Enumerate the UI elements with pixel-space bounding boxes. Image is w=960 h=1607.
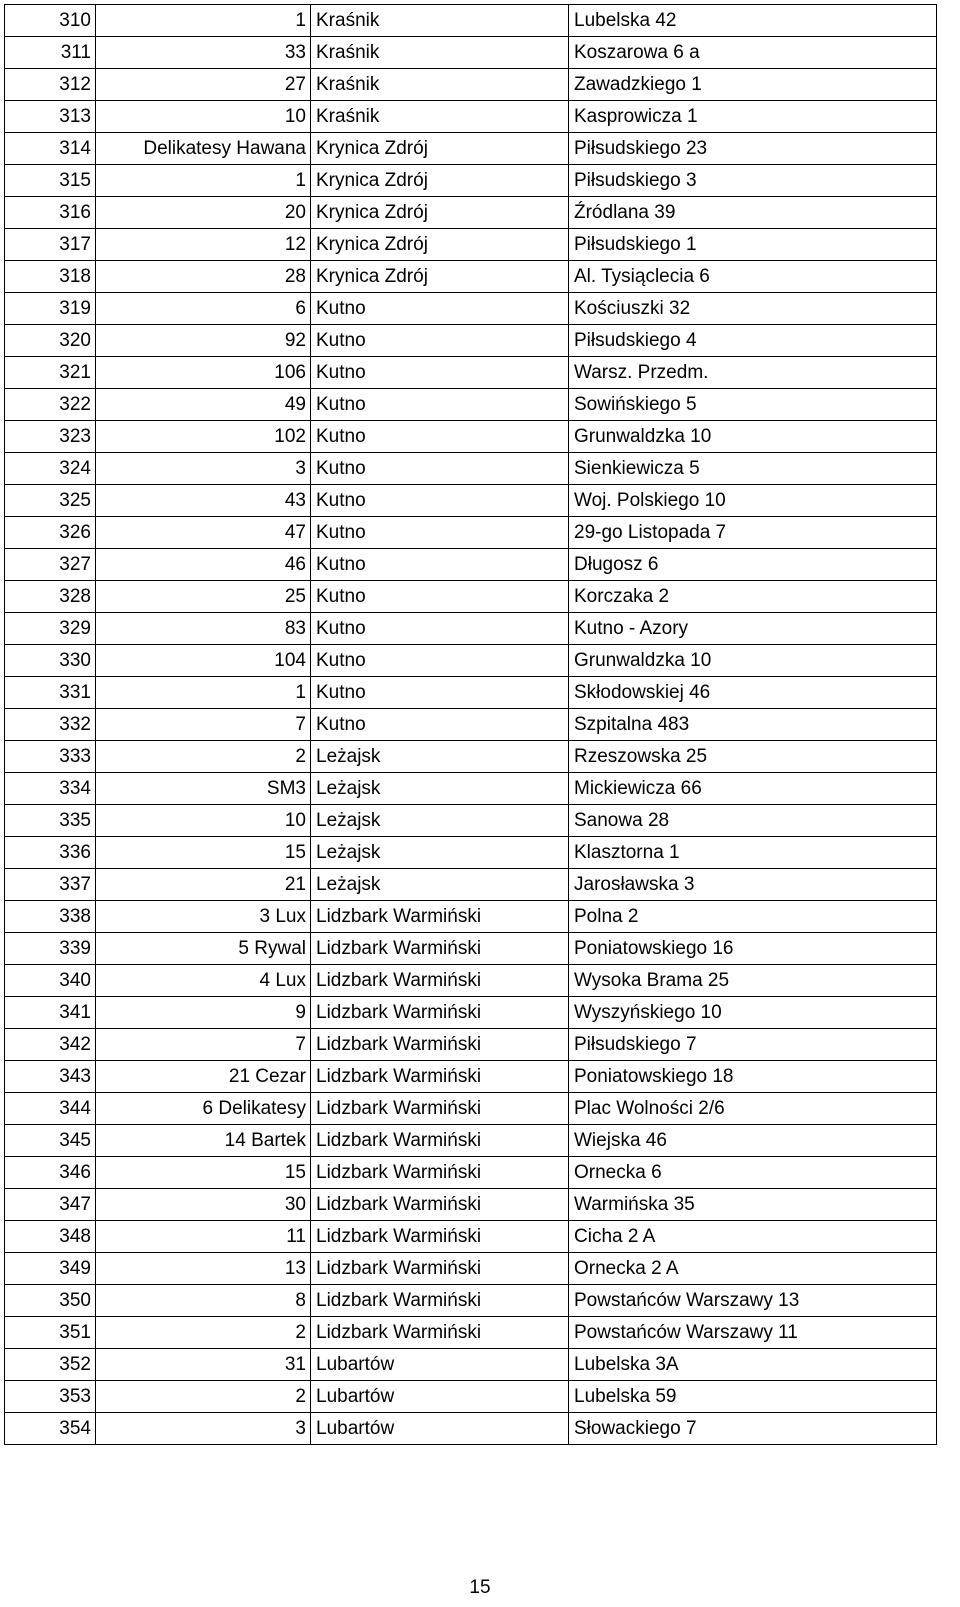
city-cell: Kraśnik — [311, 69, 569, 101]
row-number-cell: 337 — [5, 869, 96, 901]
table-row — [5, 997, 937, 1029]
row-number-cell: 319 — [5, 293, 96, 325]
city-cell: Krynica Zdrój — [311, 229, 569, 261]
address-cell: Al. Tysiąclecia 6 — [569, 261, 937, 293]
city-cell: Krynica Zdrój — [311, 261, 569, 293]
table-row — [5, 1189, 937, 1221]
shop-cell: 15 — [96, 837, 311, 869]
address-cell: Koszarowa 6 a — [569, 37, 937, 69]
address-cell: Piłsudskiego 4 — [569, 325, 937, 357]
shop-cell: 1 — [96, 677, 311, 709]
address-cell: Rzeszowska 25 — [569, 741, 937, 773]
shop-cell: 3 Lux — [96, 901, 311, 933]
table-row — [5, 197, 937, 229]
address-cell: Długosz 6 — [569, 549, 937, 581]
city-cell: Kutno — [311, 613, 569, 645]
city-cell: Lubartów — [311, 1413, 569, 1445]
address-cell: Powstańców Warszawy 11 — [569, 1317, 937, 1349]
shop-cell: 11 — [96, 1221, 311, 1253]
shop-cell: 28 — [96, 261, 311, 293]
row-number-cell: 346 — [5, 1157, 96, 1189]
shop-cell: 9 — [96, 997, 311, 1029]
shop-cell: 31 — [96, 1349, 311, 1381]
table-row — [5, 133, 937, 165]
table-row — [5, 805, 937, 837]
address-cell: Kościuszki 32 — [569, 293, 937, 325]
table-row — [5, 485, 937, 517]
address-cell: Grunwaldzka 10 — [569, 645, 937, 677]
city-cell: Krynica Zdrój — [311, 133, 569, 165]
table-row — [5, 1317, 937, 1349]
city-cell: Lidzbark Warmiński — [311, 1221, 569, 1253]
row-number-cell: 343 — [5, 1061, 96, 1093]
city-cell: Kutno — [311, 549, 569, 581]
table-row — [5, 965, 937, 997]
shop-cell: 92 — [96, 325, 311, 357]
row-number-cell: 338 — [5, 901, 96, 933]
row-number-cell: 345 — [5, 1125, 96, 1157]
shop-cell: 15 — [96, 1157, 311, 1189]
city-cell: Lidzbark Warmiński — [311, 997, 569, 1029]
city-cell: Kutno — [311, 581, 569, 613]
address-cell: Jarosławska 3 — [569, 869, 937, 901]
address-cell: Wiejska 46 — [569, 1125, 937, 1157]
row-number-cell: 318 — [5, 261, 96, 293]
row-number-cell: 344 — [5, 1093, 96, 1125]
address-cell: Klasztorna 1 — [569, 837, 937, 869]
row-number-cell: 351 — [5, 1317, 96, 1349]
shop-cell: 43 — [96, 485, 311, 517]
row-number-cell: 322 — [5, 389, 96, 421]
shop-cell: 30 — [96, 1189, 311, 1221]
row-number-cell: 314 — [5, 133, 96, 165]
row-number-cell: 313 — [5, 101, 96, 133]
table-row — [5, 1413, 937, 1445]
city-cell: Lubartów — [311, 1349, 569, 1381]
address-cell: Woj. Polskiego 10 — [569, 485, 937, 517]
table-row — [5, 1221, 937, 1253]
address-cell: Sanowa 28 — [569, 805, 937, 837]
row-number-cell: 321 — [5, 357, 96, 389]
address-cell: Źródlana 39 — [569, 197, 937, 229]
shop-cell: 49 — [96, 389, 311, 421]
table-row — [5, 869, 937, 901]
city-cell: Kutno — [311, 517, 569, 549]
store-list-table-container — [4, 4, 937, 1445]
table-row — [5, 1093, 937, 1125]
shop-cell: 1 — [96, 165, 311, 197]
address-cell: 29-go Listopada 7 — [569, 517, 937, 549]
city-cell: Kutno — [311, 357, 569, 389]
row-number-cell: 324 — [5, 453, 96, 485]
shop-cell: 106 — [96, 357, 311, 389]
address-cell: Warsz. Przedm. — [569, 357, 937, 389]
table-row — [5, 293, 937, 325]
city-cell: Leżajsk — [311, 773, 569, 805]
shop-cell: 5 Rywal — [96, 933, 311, 965]
shop-cell: 102 — [96, 421, 311, 453]
city-cell: Lidzbark Warmiński — [311, 1061, 569, 1093]
city-cell: Leżajsk — [311, 805, 569, 837]
address-cell: Sowińskiego 5 — [569, 389, 937, 421]
city-cell: Krynica Zdrój — [311, 165, 569, 197]
shop-cell: 2 — [96, 741, 311, 773]
address-cell: Sienkiewicza 5 — [569, 453, 937, 485]
row-number-cell: 325 — [5, 485, 96, 517]
address-cell: Grunwaldzka 10 — [569, 421, 937, 453]
city-cell: Kraśnik — [311, 101, 569, 133]
shop-cell: 1 — [96, 5, 311, 37]
city-cell: Kutno — [311, 453, 569, 485]
table-row — [5, 1125, 937, 1157]
table-row — [5, 1253, 937, 1285]
shop-cell: Delikatesy Hawana — [96, 133, 311, 165]
shop-cell: 47 — [96, 517, 311, 549]
row-number-cell: 335 — [5, 805, 96, 837]
row-number-cell: 323 — [5, 421, 96, 453]
page-number: 15 — [469, 1577, 491, 1598]
table-row — [5, 613, 937, 645]
address-cell: Szpitalna 483 — [569, 709, 937, 741]
address-cell: Piłsudskiego 3 — [569, 165, 937, 197]
table-row — [5, 645, 937, 677]
table-row — [5, 1285, 937, 1317]
table-row — [5, 677, 937, 709]
address-cell: Cicha 2 A — [569, 1221, 937, 1253]
address-cell: Kutno - Azory — [569, 613, 937, 645]
table-row — [5, 549, 937, 581]
address-cell: Piłsudskiego 1 — [569, 229, 937, 261]
row-number-cell: 311 — [5, 37, 96, 69]
shop-cell: 13 — [96, 1253, 311, 1285]
shop-cell: 10 — [96, 805, 311, 837]
shop-cell: 8 — [96, 1285, 311, 1317]
address-cell: Poniatowskiego 16 — [569, 933, 937, 965]
row-number-cell: 348 — [5, 1221, 96, 1253]
city-cell: Lidzbark Warmiński — [311, 1317, 569, 1349]
address-cell: Piłsudskiego 23 — [569, 133, 937, 165]
table-row — [5, 101, 937, 133]
city-cell: Lidzbark Warmiński — [311, 1189, 569, 1221]
row-number-cell: 333 — [5, 741, 96, 773]
table-row — [5, 261, 937, 293]
city-cell: Kutno — [311, 325, 569, 357]
address-cell: Kasprowicza 1 — [569, 101, 937, 133]
shop-cell: 2 — [96, 1381, 311, 1413]
city-cell: Kutno — [311, 421, 569, 453]
table-row — [5, 325, 937, 357]
shop-cell: 21 — [96, 869, 311, 901]
row-number-cell: 347 — [5, 1189, 96, 1221]
city-cell: Lubartów — [311, 1381, 569, 1413]
table-row — [5, 389, 937, 421]
shop-cell: 4 Lux — [96, 965, 311, 997]
address-cell: Mickiewicza 66 — [569, 773, 937, 805]
table-row — [5, 773, 937, 805]
address-cell: Powstańców Warszawy 13 — [569, 1285, 937, 1317]
store-list-table — [4, 4, 937, 1445]
row-number-cell: 334 — [5, 773, 96, 805]
table-row — [5, 1349, 937, 1381]
address-cell: Plac Wolności 2/6 — [569, 1093, 937, 1125]
shop-cell: 3 — [96, 1413, 311, 1445]
row-number-cell: 340 — [5, 965, 96, 997]
row-number-cell: 327 — [5, 549, 96, 581]
row-number-cell: 317 — [5, 229, 96, 261]
shop-cell: 21 Cezar — [96, 1061, 311, 1093]
address-cell: Poniatowskiego 18 — [569, 1061, 937, 1093]
city-cell: Kraśnik — [311, 5, 569, 37]
row-number-cell: 336 — [5, 837, 96, 869]
table-row — [5, 933, 937, 965]
shop-cell: 6 — [96, 293, 311, 325]
city-cell: Leżajsk — [311, 869, 569, 901]
shop-cell: 14 Bartek — [96, 1125, 311, 1157]
shop-cell: 10 — [96, 101, 311, 133]
table-row — [5, 5, 937, 37]
shop-cell: 27 — [96, 69, 311, 101]
table-row — [5, 517, 937, 549]
city-cell: Krynica Zdrój — [311, 197, 569, 229]
address-cell: Wyszyńskiego 10 — [569, 997, 937, 1029]
row-number-cell: 326 — [5, 517, 96, 549]
city-cell: Kutno — [311, 293, 569, 325]
city-cell: Kutno — [311, 645, 569, 677]
row-number-cell: 342 — [5, 1029, 96, 1061]
address-cell: Lubelska 59 — [569, 1381, 937, 1413]
row-number-cell: 315 — [5, 165, 96, 197]
address-cell: Skłodowskiej 46 — [569, 677, 937, 709]
shop-cell: 33 — [96, 37, 311, 69]
city-cell: Kutno — [311, 677, 569, 709]
row-number-cell: 312 — [5, 69, 96, 101]
table-row — [5, 421, 937, 453]
shop-cell: 46 — [96, 549, 311, 581]
shop-cell: 7 — [96, 709, 311, 741]
table-row — [5, 709, 937, 741]
row-number-cell: 341 — [5, 997, 96, 1029]
city-cell: Lidzbark Warmiński — [311, 1253, 569, 1285]
table-body — [5, 5, 937, 1445]
row-number-cell: 339 — [5, 933, 96, 965]
city-cell: Kutno — [311, 389, 569, 421]
row-number-cell: 332 — [5, 709, 96, 741]
table-row — [5, 741, 937, 773]
row-number-cell: 310 — [5, 5, 96, 37]
row-number-cell: 320 — [5, 325, 96, 357]
table-row — [5, 453, 937, 485]
row-number-cell: 353 — [5, 1381, 96, 1413]
table-row — [5, 1029, 937, 1061]
address-cell: Warmińska 35 — [569, 1189, 937, 1221]
shop-cell: 3 — [96, 453, 311, 485]
row-number-cell: 330 — [5, 645, 96, 677]
city-cell: Lidzbark Warmiński — [311, 965, 569, 997]
city-cell: Kutno — [311, 709, 569, 741]
table-row — [5, 1381, 937, 1413]
shop-cell: 12 — [96, 229, 311, 261]
city-cell: Lidzbark Warmiński — [311, 1029, 569, 1061]
table-row — [5, 69, 937, 101]
shop-cell: 6 Delikatesy — [96, 1093, 311, 1125]
table-row — [5, 165, 937, 197]
shop-cell: 2 — [96, 1317, 311, 1349]
table-row — [5, 229, 937, 261]
shop-cell: 7 — [96, 1029, 311, 1061]
row-number-cell: 349 — [5, 1253, 96, 1285]
row-number-cell: 352 — [5, 1349, 96, 1381]
table-row — [5, 1061, 937, 1093]
row-number-cell: 328 — [5, 581, 96, 613]
table-row — [5, 357, 937, 389]
city-cell: Lidzbark Warmiński — [311, 1093, 569, 1125]
row-number-cell: 354 — [5, 1413, 96, 1445]
shop-cell: 20 — [96, 197, 311, 229]
city-cell: Kutno — [311, 485, 569, 517]
city-cell: Leżajsk — [311, 741, 569, 773]
table-row — [5, 37, 937, 69]
address-cell: Lubelska 42 — [569, 5, 937, 37]
row-number-cell: 329 — [5, 613, 96, 645]
address-cell: Ornecka 2 A — [569, 1253, 937, 1285]
address-cell: Korczaka 2 — [569, 581, 937, 613]
shop-cell: 25 — [96, 581, 311, 613]
address-cell: Słowackiego 7 — [569, 1413, 937, 1445]
table-row — [5, 837, 937, 869]
address-cell: Piłsudskiego 7 — [569, 1029, 937, 1061]
city-cell: Lidzbark Warmiński — [311, 1157, 569, 1189]
shop-cell: 104 — [96, 645, 311, 677]
shop-cell: 83 — [96, 613, 311, 645]
city-cell: Lidzbark Warmiński — [311, 1125, 569, 1157]
table-row — [5, 901, 937, 933]
city-cell: Lidzbark Warmiński — [311, 1285, 569, 1317]
row-number-cell: 350 — [5, 1285, 96, 1317]
city-cell: Lidzbark Warmiński — [311, 933, 569, 965]
city-cell: Kraśnik — [311, 37, 569, 69]
address-cell: Lubelska 3A — [569, 1349, 937, 1381]
table-row — [5, 581, 937, 613]
row-number-cell: 331 — [5, 677, 96, 709]
address-cell: Wysoka Brama 25 — [569, 965, 937, 997]
city-cell: Lidzbark Warmiński — [311, 901, 569, 933]
address-cell: Polna 2 — [569, 901, 937, 933]
address-cell: Zawadzkiego 1 — [569, 69, 937, 101]
address-cell: Ornecka 6 — [569, 1157, 937, 1189]
city-cell: Leżajsk — [311, 837, 569, 869]
shop-cell: SM3 — [96, 773, 311, 805]
row-number-cell: 316 — [5, 197, 96, 229]
table-row — [5, 1157, 937, 1189]
